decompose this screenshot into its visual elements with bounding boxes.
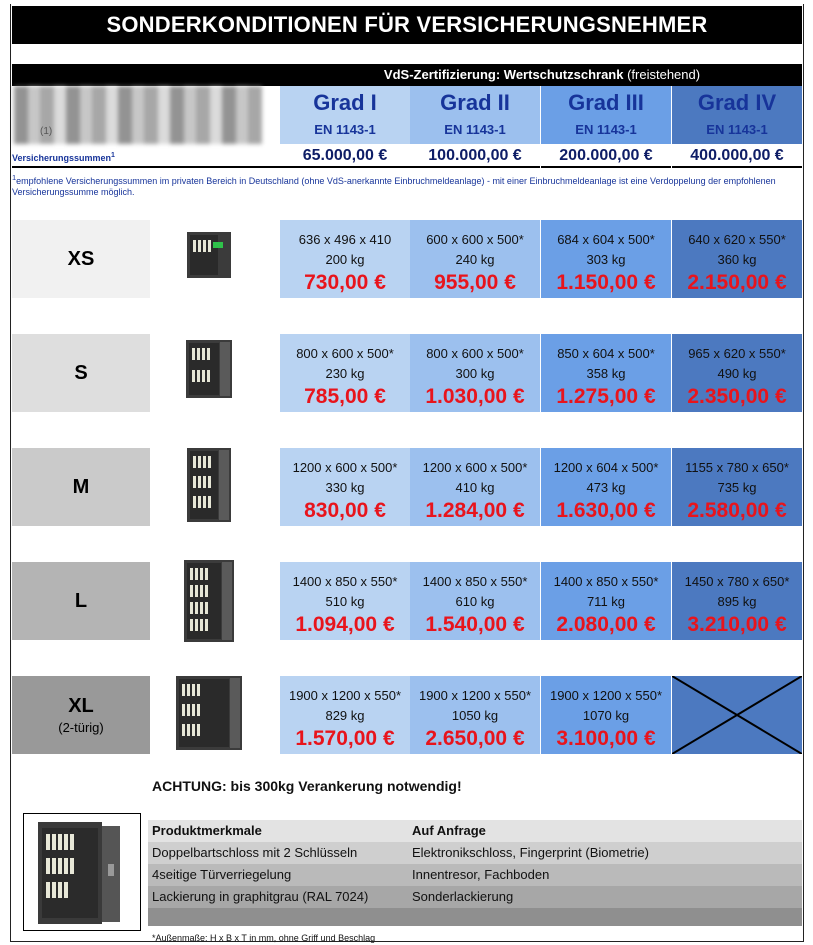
price: 3.210,00 € (687, 613, 787, 636)
weight: 1070 kg (582, 708, 630, 723)
dimensions: 965 x 620 x 550* (688, 346, 786, 361)
certification-bar (12, 64, 802, 86)
price: 2.150,00 € (687, 271, 787, 294)
dimensions: 1155 x 780 x 650* (685, 460, 789, 475)
price: 730,00 € (304, 271, 386, 294)
size-name: S (74, 361, 88, 384)
price-cell (410, 448, 540, 526)
dimensions: 640 x 620 x 550* (688, 232, 786, 247)
weight: 711 kg (586, 594, 626, 609)
safe-product-image (23, 813, 141, 931)
safe-image (176, 676, 242, 755)
feature-row: 4seitige Türverriegelung Innentresor, Fachboden (148, 864, 802, 886)
price-cell (672, 334, 802, 412)
dimension-note: *Außenmaße: H x B x T in mm, ohne Griff und Beschlag (152, 933, 376, 943)
grade-norm: EN 1143-1 (575, 122, 637, 137)
weight: 240 kg (455, 252, 495, 267)
price-cell (672, 562, 802, 640)
insurance-sum: 400.000,00 € (672, 144, 802, 168)
weight: 303 kg (586, 252, 626, 267)
price-cell (541, 448, 671, 526)
weight: 895 kg (717, 594, 757, 609)
dimensions: 1900 x 1200 x 550* (549, 688, 663, 703)
safe-image (186, 340, 232, 403)
weight: 360 kg (717, 252, 757, 267)
price: 2.650,00 € (425, 727, 525, 750)
dimensions: 636 x 496 x 410 (298, 232, 392, 247)
grade-name: Grad II (440, 90, 510, 115)
dimensions: 684 x 604 x 500* (557, 232, 655, 247)
price-cell (541, 562, 671, 640)
price-cell (541, 676, 671, 754)
price: 3.100,00 € (556, 727, 656, 750)
insurance-sum: 65.000,00 € (280, 144, 410, 168)
redacted-marker: (1) (40, 126, 53, 137)
size-name: XS (67, 247, 95, 270)
safe-image (184, 560, 234, 647)
certification-title: VdS-Zertifizierung: Wertschutzschrank (383, 67, 624, 82)
insurance-sum: 100.000,00 € (410, 144, 540, 168)
grade-header-cell (280, 86, 410, 144)
price-cell (672, 220, 802, 298)
dimensions: 1200 x 604 x 500* (553, 460, 659, 475)
price: 830,00 € (304, 499, 386, 522)
price: 1.570,00 € (295, 727, 395, 750)
price: 2.580,00 € (687, 499, 787, 522)
price-cell (410, 334, 540, 412)
price: 2.350,00 € (687, 385, 787, 408)
price: 1.284,00 € (425, 499, 525, 522)
weight: 410 kg (455, 480, 495, 495)
size-label (12, 334, 150, 412)
price: 2.080,00 € (556, 613, 656, 636)
dimensions: 1200 x 600 x 500* (422, 460, 528, 475)
feature-row-empty (148, 908, 802, 926)
weight: 230 kg (325, 366, 365, 381)
grade-header-cell (541, 86, 671, 144)
price: 1.275,00 € (556, 385, 656, 408)
price: 1.630,00 € (556, 499, 656, 522)
price-cell (280, 334, 410, 412)
price-cell (672, 448, 802, 526)
price-cell (280, 220, 410, 298)
dimensions: 1900 x 1200 x 550* (288, 688, 402, 703)
price: 1.094,00 € (295, 613, 395, 636)
dimensions: 1450 x 780 x 650* (684, 574, 790, 589)
grade-name: Grad III (568, 90, 644, 115)
not-available-cell (672, 676, 802, 759)
dimensions: 1400 x 850 x 550* (422, 574, 528, 589)
price-cell (541, 220, 671, 298)
dimensions: 800 x 600 x 500* (426, 346, 524, 361)
price-cell (280, 448, 410, 526)
weight: 490 kg (717, 366, 757, 381)
grade-norm: EN 1143-1 (314, 122, 376, 137)
price-cell (280, 676, 410, 754)
size-label (12, 562, 150, 640)
page-banner: SONDERKONDITIONEN FÜR VERSICHERUNGSNEHMER (12, 6, 802, 44)
size-name: M (72, 475, 90, 498)
weight: 735 kg (717, 480, 757, 495)
price: 785,00 € (304, 385, 386, 408)
insurance-sum-label: Versicherungssummen$^1$ (12, 144, 280, 168)
price-cell (410, 562, 540, 640)
size-label (12, 448, 150, 526)
dimensions: 1900 x 1200 x 550* (418, 688, 532, 703)
weight: 1050 kg (451, 708, 499, 723)
footnote: $^1$empfohlene Versicherungssummen im privaten Bereich in Deutschland (ohne VdS-anerkannte Einbruchmeldeanlage) - mit einer Einbruchmeldeanlage ist eine Verdoppelung der empfohlenen Versicherungssumme möglich. (12, 173, 776, 197)
certification-type: (freistehend) (623, 67, 701, 82)
price-cell (541, 334, 671, 412)
weight: 358 kg (586, 366, 626, 381)
grade-norm: EN 1143-1 (706, 122, 768, 137)
size-name: L (74, 589, 88, 612)
price-cell (280, 562, 410, 640)
weight: 473 kg (586, 480, 626, 495)
dimensions: 850 x 604 x 500* (557, 346, 655, 361)
grade-norm: EN 1143-1 (444, 122, 506, 137)
weight: 300 kg (455, 366, 495, 381)
dimensions: 1200 x 600 x 500* (292, 460, 398, 475)
features-header: Produktmerkmale Auf Anfrage (148, 820, 802, 842)
price-cell (410, 220, 540, 298)
safe-image (187, 448, 231, 527)
price-cell (410, 676, 540, 754)
grade-header-cell (410, 86, 540, 144)
weight: 610 kg (455, 594, 495, 609)
grade-name: Grad I (313, 90, 377, 115)
grade-header-cell (672, 86, 802, 144)
price: 955,00 € (434, 271, 516, 294)
dimensions: 1400 x 850 x 550* (292, 574, 398, 589)
size-subtitle: (2-türig) (58, 720, 104, 735)
weight: 200 kg (325, 252, 365, 267)
anchoring-warning: ACHTUNG: bis 300kg Verankerung notwendig! (152, 778, 462, 794)
size-label (12, 676, 150, 754)
dimensions: 1400 x 850 x 550* (553, 574, 659, 589)
dimensions: 600 x 600 x 500* (426, 232, 524, 247)
feature-row: Doppelbartschloss mit 2 Schlüsseln Elektronikschloss, Fingerprint (Biometrie) (148, 842, 802, 864)
weight: 829 kg (325, 708, 365, 723)
feature-row: Lackierung in graphitgrau (RAL 7024) Sonderlackierung (148, 886, 802, 908)
size-label (12, 220, 150, 298)
weight: 510 kg (325, 594, 365, 609)
size-name: XL (68, 695, 94, 717)
price: 1.030,00 € (425, 385, 525, 408)
dimensions: 800 x 600 x 500* (296, 346, 394, 361)
price: 1.150,00 € (556, 271, 656, 294)
insurance-sum: 200.000,00 € (541, 144, 671, 168)
price: 1.540,00 € (425, 613, 525, 636)
grade-name: Grad IV (697, 90, 777, 115)
safe-image (187, 232, 231, 283)
weight: 330 kg (325, 480, 365, 495)
